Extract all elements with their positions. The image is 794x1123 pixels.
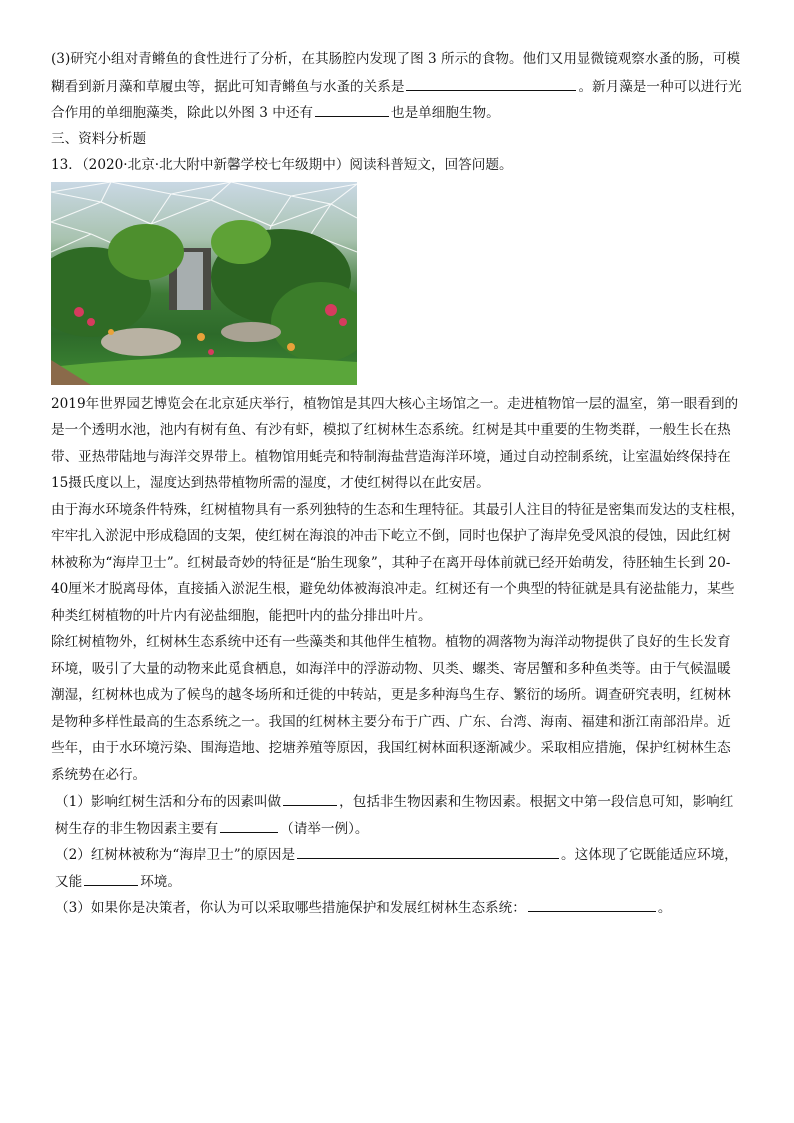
worksheet-page bbox=[51, 46, 763, 921]
passage-line: 系统势在必行。 bbox=[51, 766, 147, 783]
q1-line2-tail: （请举一例）。 bbox=[280, 820, 369, 837]
q3-text-tail: 。 bbox=[657, 900, 672, 916]
question-2-line2 bbox=[51, 868, 763, 895]
passage-line: 是物种多样性最高的生态系统之一。我国的红树林主要分布于广西、广东、台湾、海南、福建和浙江南部沿岸。近 bbox=[51, 713, 731, 730]
passage-line: 林被称为“海岸卫士”。红树最奇妙的特征是“胎生现象”，其种子在离开母体前就已经开始萌发，待胚轴生长到 20- bbox=[51, 554, 731, 571]
q2-text: （2）红树林被称为“海岸卫士”的原因是 bbox=[55, 847, 296, 863]
question-2-line1 bbox=[51, 841, 763, 868]
passage-line: 40厘米才脱离母体，直接插入淤泥生根，避免幼体被海浪冲走。红树还有一个典型的特征就是具有泌盐能力，某些 bbox=[51, 581, 735, 597]
answer-blank-relationship[interactable] bbox=[406, 73, 576, 91]
question-3-line1 bbox=[51, 894, 763, 921]
q3-part3-line3-tail: 也是单细胞生物。 bbox=[390, 105, 500, 121]
q13-header: 13．（2020·北京·北大附中新馨学校七年级期中）阅读科普短文，回答问题。 bbox=[51, 157, 513, 173]
answer-blank-coast-guard-reason[interactable] bbox=[297, 841, 559, 859]
q1-text: （1）影响红树生活和分布的因素叫做 bbox=[55, 794, 282, 810]
q2-text-tail: 。这体现了它既能适应环境， bbox=[561, 847, 738, 863]
passage-line: 除红树植物外，红树林生态系统中还有一些藻类和其他伴生植物。植物的凋落物为海洋动物提供了良好的生长发育 bbox=[51, 634, 731, 650]
passage-line: 环境，吸引了大量的动物来此觅食栖息，如海洋中的浮游动物、贝类、螺类、寄居蟹和多种鱼类等。由于气候温暖 bbox=[51, 660, 731, 677]
q2-line2-text: 又能 bbox=[55, 873, 83, 890]
answer-blank-unicellular[interactable] bbox=[315, 99, 389, 117]
passage-line: 潮湿，红树林也成为了候鸟的越冬场所和迁徙的中转站，更是多种海鸟生存、繁衍的场所。调查研究表明，红树林 bbox=[51, 687, 731, 703]
question-1-line1 bbox=[51, 788, 763, 815]
passage-line: 些年，由于水环境污染、围海造地、挖塘养殖等原因，我国红树林面积逐渐减少。采取相应措施，保护红树林生态 bbox=[51, 740, 731, 756]
passage-line: 2019年世界园艺博览会在北京延庆举行，植物馆是其四大核心主场馆之一。走进植物馆一层的温室，第一眼看到的 bbox=[51, 395, 739, 412]
answer-blank-measures[interactable] bbox=[528, 894, 656, 912]
passage-line: 15摄氏度以上，湿度达到热带植物所需的湿度，才使红树得以在此安居。 bbox=[51, 475, 490, 491]
q3-text: （3）如果你是决策者，你认为可以采取哪些措施保护和发展红树林生态系统： bbox=[55, 900, 526, 916]
passage bbox=[51, 391, 763, 789]
passage-line: 是一个透明水池，池内有树有鱼、有沙有虾，模拟了红树林生态系统。红树是其中重要的生物类群，一般生长在热 bbox=[51, 422, 731, 438]
q3-part3-line2-tail: 。新月藻是一种可以进行光 bbox=[578, 78, 742, 95]
greenhouse-photo bbox=[51, 182, 357, 385]
q3-part3-line2 bbox=[51, 73, 763, 100]
passage-line: 种类红树植物的叶片内有泌盐细胞，能把叶内的盐分排出叶片。 bbox=[51, 607, 432, 624]
q1-line2-text: 树生存的非生物因素主要有 bbox=[55, 820, 219, 837]
q3-part3-line3-text: 合作用的单细胞藻类，除此以外图 3 中还有 bbox=[51, 105, 313, 121]
answer-blank-factor[interactable] bbox=[283, 788, 337, 806]
passage-line: 牢牢扎入淤泥中形成稳固的支架，使红树在海浪的冲击下屹立不倒，同时也保护了海岸免受风浪的侵蚀，因此红树 bbox=[51, 528, 731, 544]
passage-line: 由于海水环境条件特殊，红树植物具有一系列独特的生态和生理特征。其最引人注目的特征是密集而发达的支柱根， bbox=[51, 501, 745, 518]
q2-line2-tail: 环境。 bbox=[140, 873, 181, 890]
answer-blank-affect-environment[interactable] bbox=[84, 868, 138, 886]
section-title: 三、资料分析题 bbox=[51, 130, 147, 147]
q3-part3-line1: (3)研究小组对青鳉鱼的食性进行了分析，在其肠腔内发现了图 3 所示的食物。他们又用显微镜观察水蚤的肠，可模 bbox=[51, 51, 741, 67]
q1-text-tail: ，包括非生物因素和生物因素。根据文中第一段信息可知，影响红 bbox=[339, 794, 734, 810]
answer-blank-abiotic-factor[interactable] bbox=[220, 815, 278, 833]
q3-part3-line3 bbox=[51, 99, 763, 126]
question-1-line2 bbox=[51, 815, 763, 842]
q3-part3-line2-text: 糊看到新月藻和草履虫等，据此可知青鳉鱼与水蚤的关系是 bbox=[51, 78, 405, 95]
passage-line: 带、亚热带陆地与海洋交界带上。植物馆用蚝壳和特制海盐营造海洋环境，通过自动控制系统，让室温始终保持在 bbox=[51, 448, 731, 465]
